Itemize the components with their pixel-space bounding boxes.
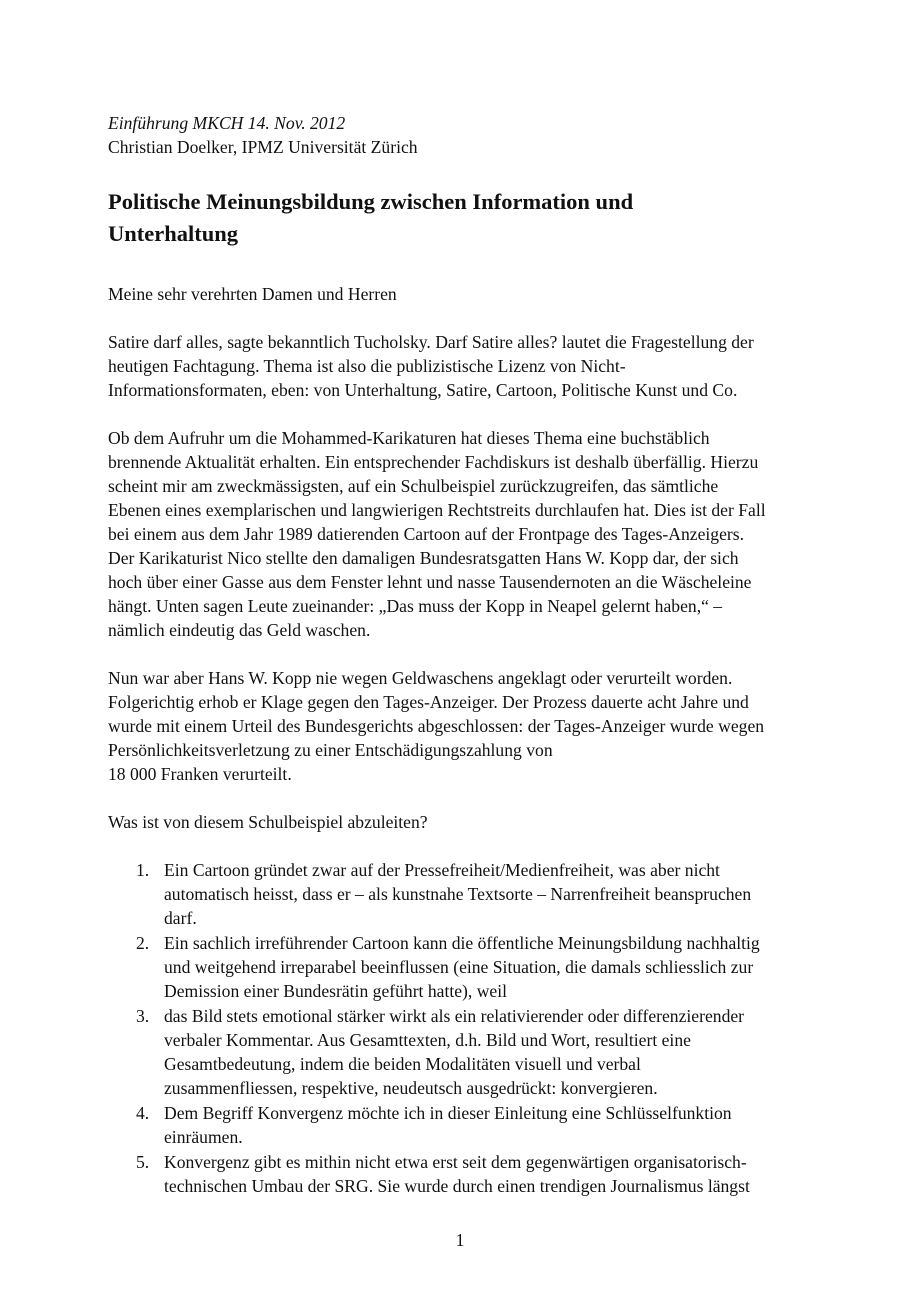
text-line: Persönlichkeitsverletzung zu einer Entschädigungszahlung von [108, 740, 553, 760]
text-line: darf. [164, 908, 197, 928]
text-line: Gesamtbedeutung, indem die beiden Modalitäten visuell und verbal [164, 1054, 641, 1074]
list-number: 2. [136, 933, 150, 953]
text-line: technischen Umbau der SRG. Sie wurde durch einen trendigen Journalismus längst [164, 1176, 750, 1196]
text-line: automatisch heisst, dass er – als kunstnahe Textsorte – Narrenfreiheit beanspruchen [164, 884, 752, 904]
list-number: 5. [136, 1152, 150, 1172]
text-line: brennende Aktualität erhalten. Ein entsprechender Fachdiskurs ist deshalb überfällig. Hierzu [108, 452, 759, 472]
numbered-list [108, 858, 808, 1198]
document-title [108, 186, 808, 250]
text-line: einräumen. [164, 1127, 243, 1147]
text-line: Ebenen eines exemplarischen und langwierigen Rechtstreits durchlaufen hat. Dies ist der Fall [108, 500, 766, 520]
paragraph-1 [108, 330, 808, 402]
page-number: 1 [455, 1230, 465, 1250]
title-line: Unterhaltung [108, 221, 239, 246]
event-line: Einführung MKCH 14. Nov. 2012 [108, 113, 346, 133]
list-number: 4. [136, 1103, 150, 1123]
page-content [108, 111, 808, 1199]
text-line: Ob dem Aufruhr um die Mohammed-Karikaturen hat dieses Thema eine buchstäblich [108, 428, 710, 448]
text-line: verbaler Kommentar. Aus Gesamttexten, d.h. Bild und Wort, resultiert eine [164, 1030, 691, 1050]
text-line: hängt. Unten sagen Leute zueinander: „Das muss der Kopp in Neapel gelernt haben,“ – [108, 596, 723, 616]
text-line: Dem Begriff Konvergenz möchte ich in dieser Einleitung eine Schlüsselfunktion [164, 1103, 732, 1123]
text-line: Der Karikaturist Nico stellte den damaligen Bundesratsgatten Hans W. Kopp dar, der sich [108, 548, 739, 568]
text-line: Konvergenz gibt es mithin nicht etwa erst seit dem gegenwärtigen organisatorisch- [164, 1152, 747, 1172]
greeting: Meine sehr verehrten Damen und Herren [108, 284, 397, 304]
author-line: Christian Doelker, IPMZ Universität Zürich [108, 137, 418, 157]
text-line: Folgerichtig erhob er Klage gegen den Tages-Anzeiger. Der Prozess dauerte acht Jahre und [108, 692, 749, 712]
question: Was ist von diesem Schulbeispiel abzuleiten? [108, 812, 428, 832]
text-line: wurde mit einem Urteil des Bundesgerichts abgeschlossen: der Tages-Anzeiger wurde wegen [108, 716, 765, 736]
list-item [108, 1004, 808, 1100]
document-header [108, 111, 808, 159]
text-line: Informationsformaten, eben: von Unterhaltung, Satire, Cartoon, Politische Kunst und Co. [108, 380, 738, 400]
text-line: scheint mir am zweckmässigsten, auf ein Schulbeispiel zurückzugreifen, das sämtliche [108, 476, 719, 496]
text-line: bei einem aus dem Jahr 1989 datierenden Cartoon auf der Frontpage des Tages-Anzeigers. [108, 524, 745, 544]
paragraph-3 [108, 666, 808, 786]
list-item [108, 1101, 808, 1149]
text-line: Demission einer Bundesrätin geführt hatte), weil [164, 981, 507, 1001]
list-item [108, 1150, 808, 1198]
list-number: 3. [136, 1006, 150, 1026]
text-line: zusammenfliessen, respektive, neudeutsch ausgedrückt: konvergieren. [164, 1078, 658, 1098]
text-line: das Bild stets emotional stärker wirkt als ein relativierender oder differenzierender [164, 1006, 745, 1026]
text-line: Ein Cartoon gründet zwar auf der Pressefreiheit/Medienfreiheit, was aber nicht [164, 860, 720, 880]
text-line: hoch über einer Gasse aus dem Fenster lehnt und nasse Tausendernoten an die Wäscheleine [108, 572, 752, 592]
text-line: Ein sachlich irreführender Cartoon kann die öffentliche Meinungsbildung nachhaltig [164, 933, 760, 953]
title-line: Politische Meinungsbildung zwischen Information und [108, 189, 634, 214]
list-item [108, 931, 808, 1003]
text-line: heutigen Fachtagung. Thema ist also die publizistische Lizenz von Nicht- [108, 356, 626, 376]
text-line: nämlich eindeutig das Geld waschen. [108, 620, 371, 640]
paragraph-2 [108, 426, 808, 642]
list-item [108, 858, 808, 930]
list-number: 1. [136, 860, 150, 880]
text-line: Nun war aber Hans W. Kopp nie wegen Geldwaschens angeklagt oder verurteilt worden. [108, 668, 733, 688]
text-line: 18 000 Franken verurteilt. [108, 764, 292, 784]
text-line: und weitgehend irreparabel beeinflussen (eine Situation, die damals schliesslich zur [164, 957, 754, 977]
text-line: Satire darf alles, sagte bekanntlich Tucholsky. Darf Satire alles? lautet die Fragestellung der [108, 332, 754, 352]
